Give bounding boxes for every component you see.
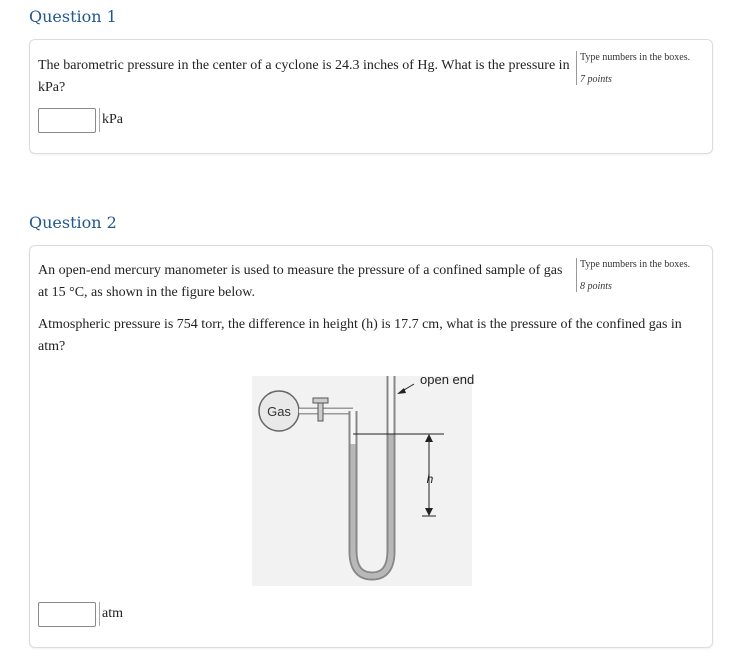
manometer-figure bbox=[252, 366, 492, 586]
question-2-instructions: Type numbers in the boxes. bbox=[580, 259, 691, 270]
question-2-meta bbox=[576, 258, 710, 292]
gas-label: Gas bbox=[267, 404, 291, 419]
question-1-instructions: Type numbers in the boxes. bbox=[580, 52, 691, 63]
question-1-answer-input[interactable] bbox=[38, 108, 96, 133]
question-1-points: 7 points bbox=[580, 74, 612, 85]
question-2-stem-2: Atmospheric pressure is 754 torr, the difference in height (h) is 17.7 cm, what is the pressure of the confined gas in atm? bbox=[38, 317, 682, 354]
question-1-title: Question 1 bbox=[29, 7, 117, 26]
open-end-label: open end bbox=[420, 372, 475, 387]
question-1-unit: kPa bbox=[99, 108, 123, 132]
question-2-stem: An open-end mercury manometer is used to measure the pressure of a confined sample of gas at 15 °C, as shown in the figure below. bbox=[38, 263, 563, 300]
question-2-card bbox=[29, 245, 713, 648]
question-2-points: 8 points bbox=[580, 281, 612, 292]
question-1-stem: The barometric pressure in the center of a cyclone is 24.3 inches of Hg. What is the pressure in kPa? bbox=[38, 58, 570, 95]
question-1-meta bbox=[576, 51, 710, 85]
h-label: h bbox=[426, 472, 434, 486]
question-1-card bbox=[29, 39, 713, 154]
question-2-title: Question 2 bbox=[29, 213, 117, 232]
question-2-unit: atm bbox=[99, 602, 123, 626]
question-2-answer-input[interactable] bbox=[38, 602, 96, 627]
